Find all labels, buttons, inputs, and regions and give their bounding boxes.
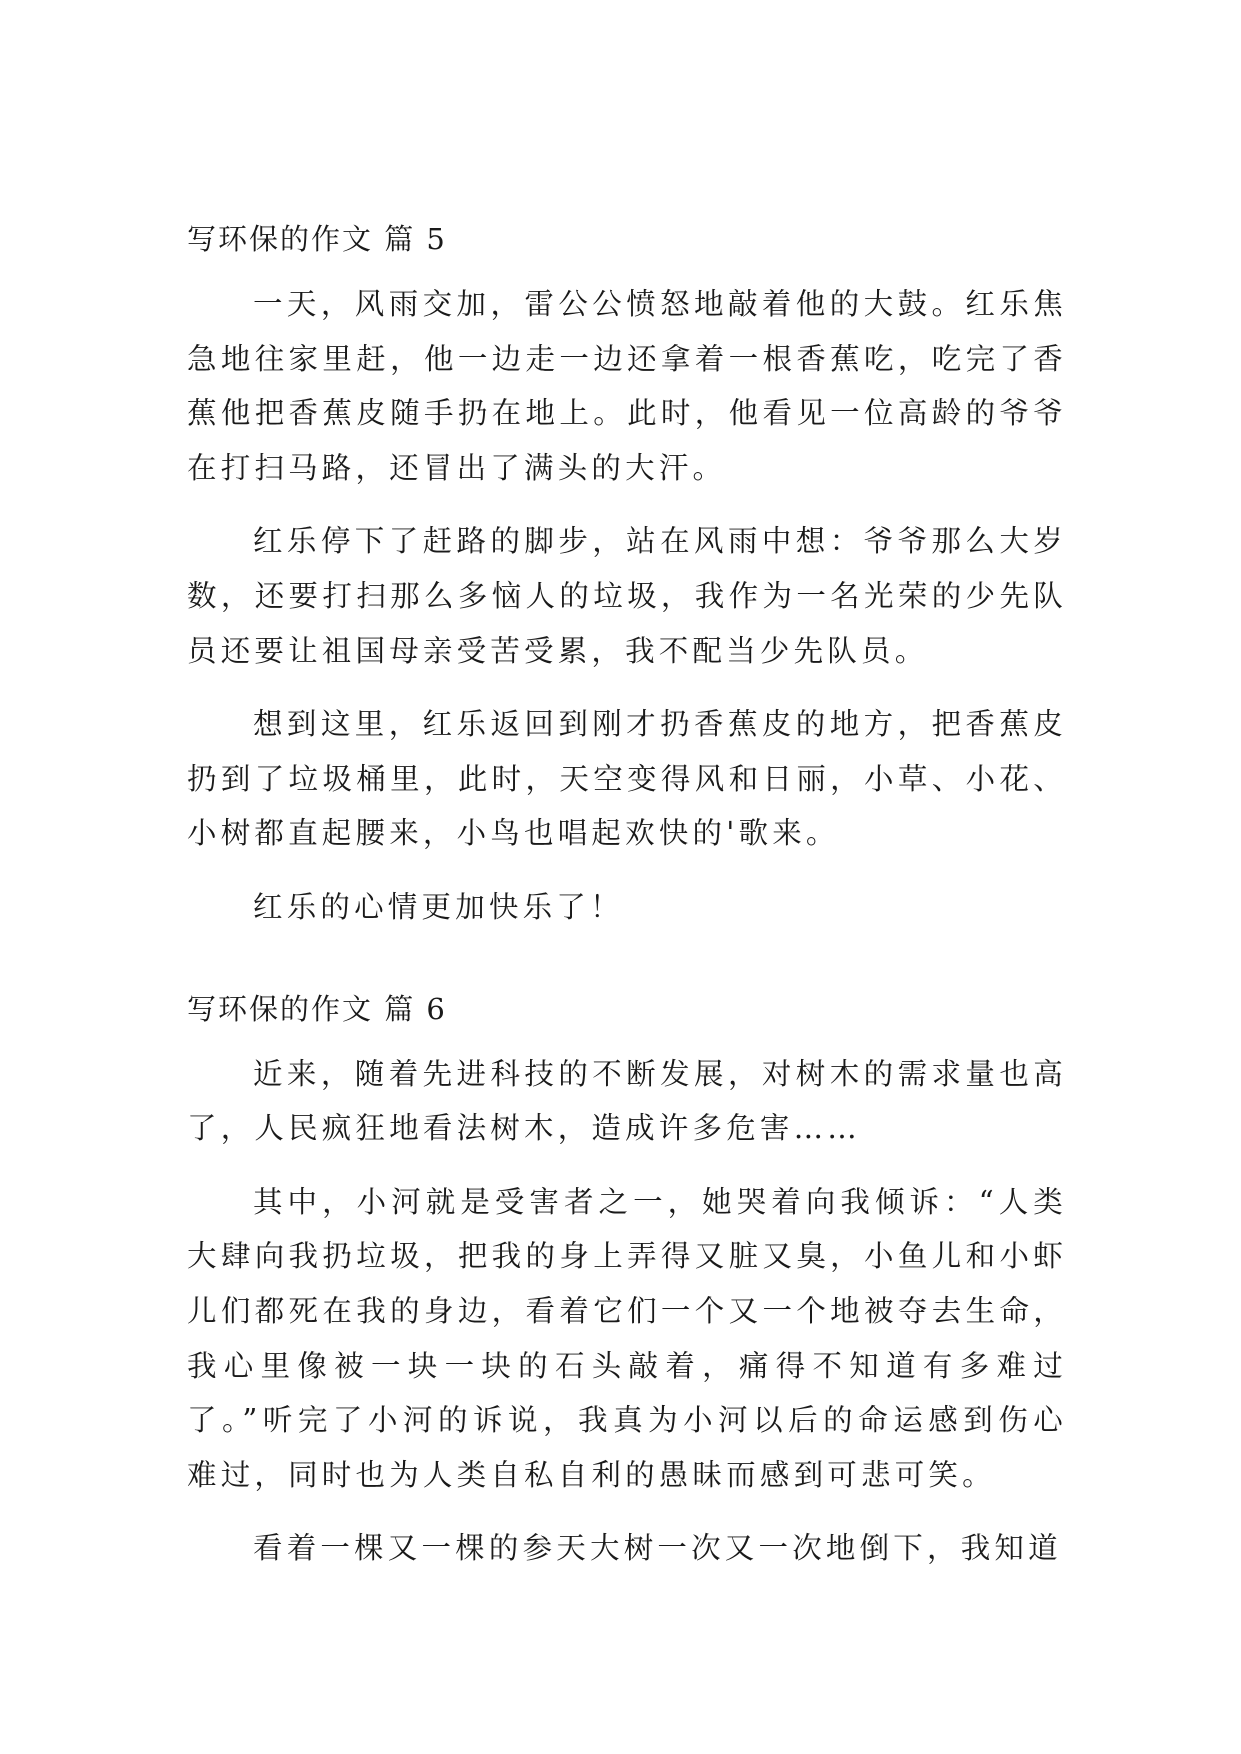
paragraph: 其中，小河就是受害者之一，她哭着向我倾诉：“人类大肆向我扔垃圾，把我的身上弄得又脏又臭，小鱼儿和小虾儿们都死在我的身边，看着它们一个又一个地被夺去生命，我心里像被一块一块的石头敲着，痛得不知道有多难过了。”听完了小河的诉说，我真为小河以后的命运感到伤心难过，同时也为人类自私自利的愚昧而感到可悲可笑。 — [187, 1184, 1067, 1492]
paragraph: 看着一棵又一棵的参天大树一次又一次地倒下，我知道 — [253, 1531, 1062, 1566]
essay-section-5 — [187, 221, 1067, 935]
paragraph: 想到这里，红乐返回到刚才扔香蕉皮的地方，把香蕉皮扔到了垃圾桶里，此时，天空变得风和日丽，小草、小花、小树都直起腰来，小鸟也唱起欢快的'歌来。 — [187, 707, 1067, 851]
section-heading: 写环保的作文 篇 5 — [187, 222, 447, 256]
paragraph: 一天，风雨交加，雷公公愤怒地敲着他的大鼓。红乐焦急地往家里赶，他一边走一边还拿着一根香蕉吃，吃完了香蕉他把香蕉皮随手扔在地上。此时，他看见一位高龄的爷爷在打扫马路，还冒出了满头的大汗。 — [187, 287, 1067, 485]
paragraph: 红乐的心情更加快乐了！ — [253, 889, 624, 924]
essay-section-6 — [187, 991, 1067, 1576]
paragraph: 近来，随着先进科技的不断发展，对树木的需求量也高了，人民疯狂地看法树木，造成许多危害…… — [187, 1056, 1067, 1146]
document-body — [187, 221, 1067, 1576]
section-heading: 写环保的作文 篇 6 — [187, 991, 447, 1026]
paragraph: 红乐停下了赶路的脚步，站在风雨中想：爷爷那么大岁数，还要打扫那么多恼人的垃圾，我作为一名光荣的少先队员还要让祖国母亲受苦受累，我不配当少先队员。 — [187, 524, 1067, 668]
